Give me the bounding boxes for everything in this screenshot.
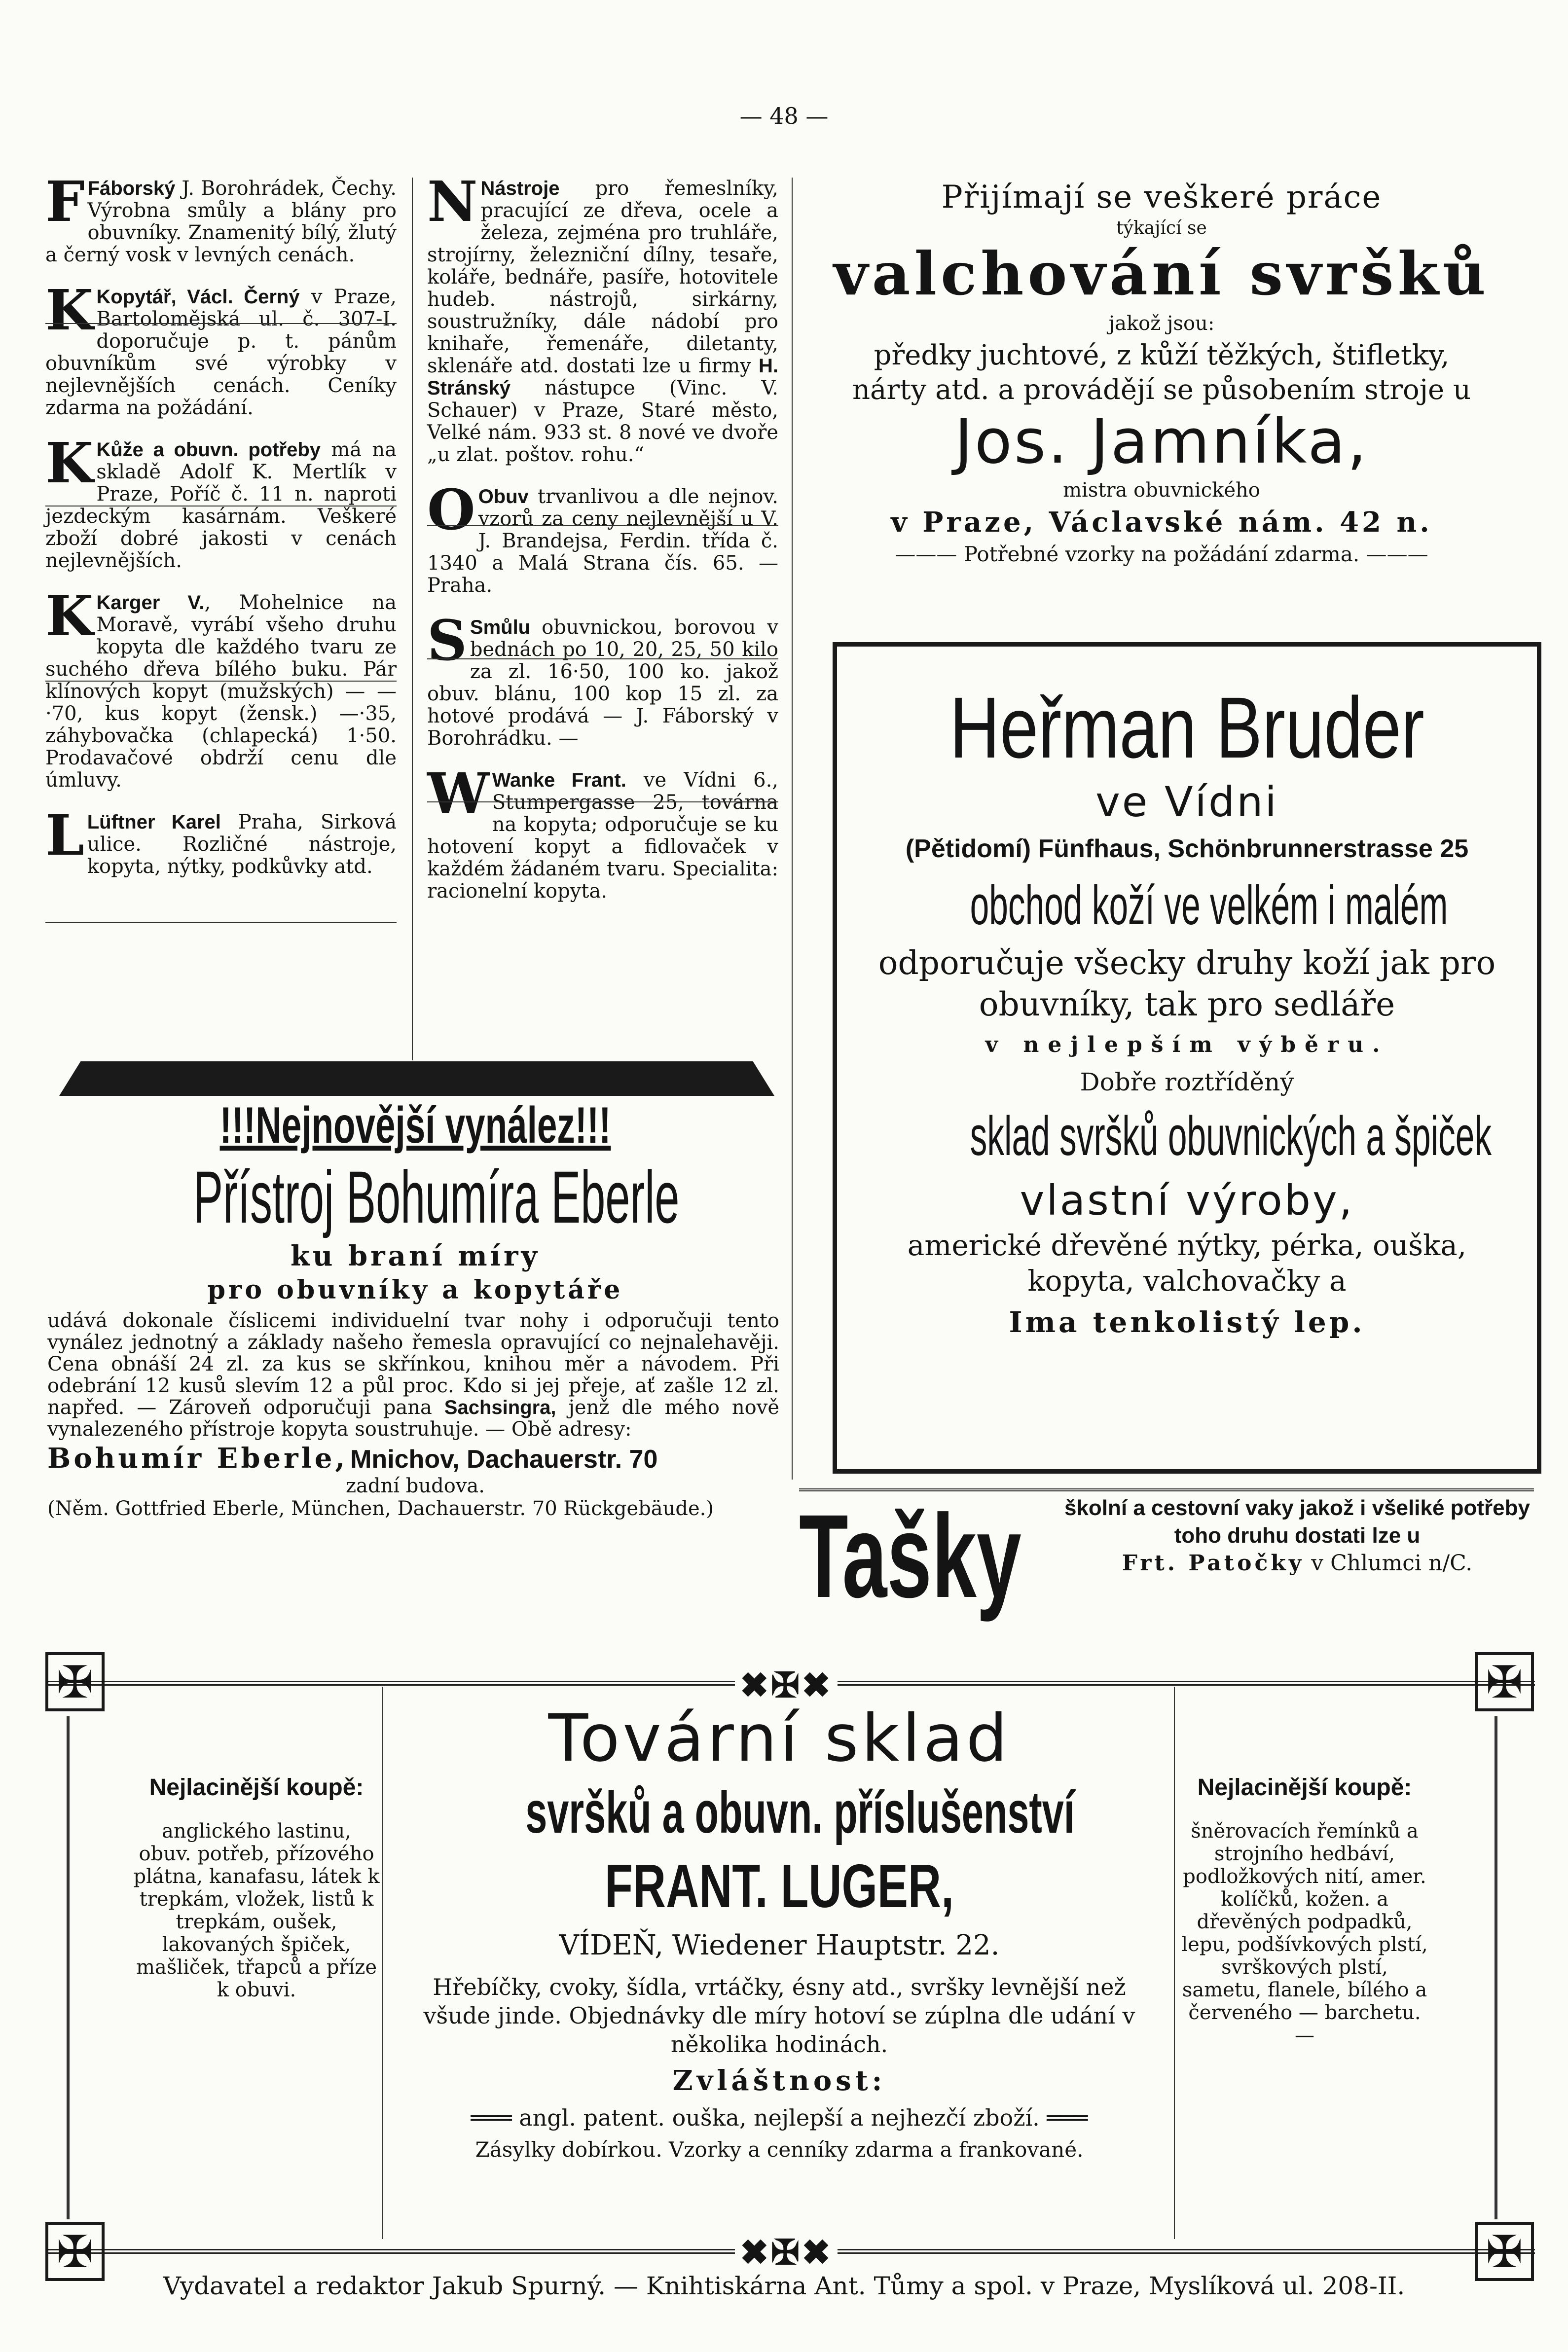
column-divider	[1495, 1716, 1497, 2219]
bruder-lep: Ima tenkolistý lep.	[1009, 1305, 1365, 1339]
eberle-addr-line: zadní budova.	[345, 1475, 485, 1497]
eberle-address: Bohumír Eberle, Mnichov, Dachauerstr. 70	[47, 1442, 658, 1475]
luger-right-items: šněrovacích řemínků a strojního hedbáví, podložkových nití, amer. kolíčků, kožen. a dřevěných podpadků, lepu, podšívkových plstí, svrškových plstí, sametu, flanele, bílého a červeného — barchetu. —	[1181, 1820, 1428, 2047]
left-column	[45, 170, 397, 878]
ad-heading: Karger V.	[96, 592, 205, 614]
ad-heading: Lüftner Karel	[87, 811, 221, 833]
ad-nastroje: N Nástroje pro řemeslníky, pracující ze dřeva, ocele a železa, zejména pro truhláře, strojírny, železniční dílny, tesaře, koláře, bednáře, pasíře, hotovitele hudeb. nástrojů, sirkárny, soustružníky, dále nádobí pro knihaře, řemenáře, diletanty, sklenáře atd. dostati lze u firmy H. Stránský nástupce (Vinc. V. Schauer) v Praze, Staré město, Velké nám. 933 st. 8 nové ve dvoře „u zlat. poštov. rohu.“	[427, 170, 779, 466]
eberle-sub1: ku braní míry	[290, 1240, 540, 1272]
ad-karger: K Karger V., Mohelnice na Moravě, vyrábí všeho druhu kopyta dle každého tvaru ze suchého dřeva bílého buku. Pár klínových kopyt (mužských) — —·70, kus kopyt (žensk.) —·35, záhybovačka (chlapecká) 1·50. Prodavačové obdrží cenu dle úmluvy.	[45, 584, 397, 792]
ad-luger	[395, 1701, 1164, 2167]
ad-kuze: K Kůže a obuvn. potřeby má na skladě Adolf K. Mertlík v Praze, Poříč č. 11 n. naproti jezdeckým kasárnám. Veškeré zboží dobré jakosti v cenách nejlevnějších.	[45, 431, 397, 572]
ad-heading: Wanke Frant.	[492, 769, 626, 791]
luger-left-title: Nejlacinější koupě:	[149, 1774, 364, 1801]
jamnik-note: ——— Potřebné vzorky na požádání zdarma. ———	[895, 542, 1428, 566]
luger-title1: Tovární sklad	[548, 1701, 1011, 1776]
luger-city: VÍDEŇ, Wiedener Hauptstr. 22.	[559, 1929, 1000, 1961]
ad-wanke: W Wanke Frant. ve Vídni 6., Stumpergasse 25, továrna na kopyta; odporučuje se ku hotovení kopyt a fidlovaček v každém žádaném tvaru. Specialita: racionelní kopyta.	[427, 761, 779, 903]
ad-kopytar: K Kopytář, Václ. Černý v Praze, Bartolomějská ul. č. 307-I. doporučuje p. t. pánům obuvníkům své výrobky v nejlevnějších cenách. Ceníky zdarma na požádání.	[45, 278, 397, 419]
column-divider	[412, 178, 413, 1060]
luger-title2: svršků a obuvn. příslušenství	[525, 1779, 1075, 1845]
luger-right	[1181, 1771, 1428, 2047]
divider	[45, 323, 397, 324]
ornament-icon	[45, 1652, 105, 1711]
bruder-vlastni: vlastní výroby,	[1020, 1176, 1354, 1225]
jamnik-line5: nárty atd. a provádějí se působením stroje u	[852, 374, 1471, 406]
jamnik-line1: Přijímají se veškeré práce	[941, 179, 1382, 216]
bruder-obchod: obchod koží ve velkém i malém	[970, 874, 1448, 936]
ornament-icon: ✖✠✖	[735, 1664, 838, 1705]
jamnik-line3: jakož jsou:	[1108, 312, 1215, 335]
bruder-line2: obuvníky, tak pro sedláře	[979, 985, 1395, 1023]
column-divider	[382, 1687, 383, 2239]
bruder-name: Heřman Bruder	[949, 680, 1424, 776]
bruder-city: ve Vídni	[1095, 778, 1278, 826]
jamnik-line2: týkající se	[1116, 218, 1207, 238]
imprint: Vydavatel a redaktor Jakub Spurný. — Knihtiskárna Ant. Tůmy a spol. v Praze, Myslíková ul. 208-II.	[163, 2272, 1405, 2300]
ad-bruder	[833, 642, 1541, 1474]
luger-left	[133, 1771, 380, 2001]
luger-special-text: ═══ angl. patent. ouška, nejlepší a nejhezčí zboží. ═══	[471, 2104, 1088, 2131]
luger-text: Hřebíčky, cvoky, šídla, vrtáčky, ésny atd., svršky levnější než všude jinde. Objednávky dle míry hotoví se zúplna dle udání v několika hodinách.	[423, 1974, 1135, 2058]
divider	[427, 658, 778, 659]
luger-right-title: Nejlacinější koupě:	[1197, 1774, 1412, 1801]
eberle-black-bar	[59, 1061, 774, 1096]
jamnik-title: valchování svršků	[834, 239, 1490, 309]
column-divider	[1174, 1687, 1175, 2239]
eberle-headline: !!!Nejnovější vynález!!!	[219, 1097, 611, 1154]
eberle-text: udává dokonale číslicemi individuelní tvar nohy i odporučuji tento vynález jednotný a základy našeho řemesla opravující co nejnalehavěji. Cena obnáší 24 zl. za kus se skřínkou, knihou měr a návodem. Při odebrání 12 kusů slevím 12 a půl proc. Kdo si jej přeje, ať zašle 12 zl. napřed. — Zároveň odporučuji pana Sachsingra, jenž dle mého nově vynalezeného přístroje kopyta soustruhuje. — Obě adresy:	[47, 1309, 780, 1441]
tasky-title: Tašky	[799, 1490, 1021, 1622]
bruder-sklad: sklad svršků obuvnických a špiček	[970, 1105, 1492, 1167]
jamnik-line6: mistra obuvnického	[1063, 479, 1260, 502]
jamnik-address: v Praze, Václavské nám. 42 n.	[891, 506, 1432, 539]
bruder-line5: americké dřevěné nýtky, pérka, ouška,	[907, 1229, 1467, 1262]
column-divider	[67, 1716, 70, 2219]
divider	[45, 681, 397, 682]
luger-footer: Zásylky dobírkou. Vzorky a cenníky zdarma a frankované.	[475, 2137, 1084, 2162]
eberle-addr-de: (Něm. Gottfried Eberle, München, Dachauerstr. 70 Rückgebäude.)	[47, 1497, 714, 1520]
ad-smulu: S Smůlu obuvnickou, borovou v bednách po 10, 20, 25, 50 kilo za zl. 16·50, 100 ko. jakož obuv. blánu, 100 kop 15 zl. za hotové prodává — J. Fáborský v Borohrádku. —	[427, 609, 778, 750]
eberle-sub2: pro obuvníky a kopytáře	[207, 1275, 623, 1305]
bruder-line6: kopyta, valchovačky a	[1027, 1264, 1347, 1298]
bruder-address: (Pětidomí) Fünfhaus, Schönbrunnerstrasse 25	[905, 834, 1469, 863]
ad-luftner: L Lüftner Karel Praha, Sirková ulice. Rozličné nástroje, kopyta, nýtky, podkůvky atd.	[45, 803, 397, 878]
ad-heading: Fáborský	[87, 178, 176, 199]
ad-heading: Smůlu	[470, 616, 531, 638]
ad-eberle	[45, 1096, 785, 1520]
jamnik-line4: předky juchtové, z kůží těžkých, štifletky,	[874, 339, 1450, 371]
ad-jamnik	[797, 178, 1527, 568]
bruder-line4: Dobře roztříděný	[1080, 1068, 1294, 1096]
luger-name: FRANT. LUGER,	[605, 1852, 954, 1920]
jamnik-name: Jos. Jamníka,	[954, 406, 1369, 477]
eberle-title: Přístroj Bohumíra Eberle	[193, 1156, 680, 1238]
ad-faborsky: F Fáborský J. Borohrádek, Čechy. Výrobna smůly a blány pro obuvníky. Znamenitý bílý, žlutý a černý vosk v levných cenách.	[45, 170, 397, 266]
column-divider	[792, 178, 793, 1480]
divider	[427, 525, 778, 526]
ornament-icon: ✖✠✖	[735, 2232, 838, 2273]
ad-heading: Kopytář, Václ. Černý	[96, 286, 300, 308]
luger-special: Zvláštnost:	[672, 2064, 886, 2097]
bruder-line3: v nejlepším výběru.	[985, 1032, 1389, 1057]
divider	[45, 506, 397, 507]
bruder-line1: odporučuje všecky druhy koží jak pro	[878, 944, 1496, 982]
ad-heading: Kůže a obuvn. potřeby	[96, 439, 321, 461]
ornament-icon	[1475, 1652, 1534, 1711]
ad-obuv: O Obuv trvanlivou a dle nejnov. vzorů za ceny nejlevnější u V. J. Brandejsa, Ferdin. třída č. 1340 a Malá Strana čís. 65. — Praha.	[427, 478, 778, 597]
ad-tasky: školní a cestovní vaky jakož i všeliké potřeby toho druhu dostati lze u Frt. Patočky v Chlumci n/C.	[1064, 1496, 1530, 1576]
page-number: — 48 —	[739, 103, 829, 129]
divider	[45, 922, 397, 923]
ad-heading: Nástroje	[480, 178, 560, 199]
luger-left-items: anglického lastinu, obuv. potřeb, přízového plátna, kanafasu, látek k trepkám, vložek, listů k trepkám, oušek, lakovaných špiček, mašliček, třapců a příze k obuvi.	[133, 1820, 380, 2001]
ad-heading: Obuv	[478, 486, 529, 507]
middle-column	[427, 170, 779, 903]
divider	[427, 801, 778, 802]
